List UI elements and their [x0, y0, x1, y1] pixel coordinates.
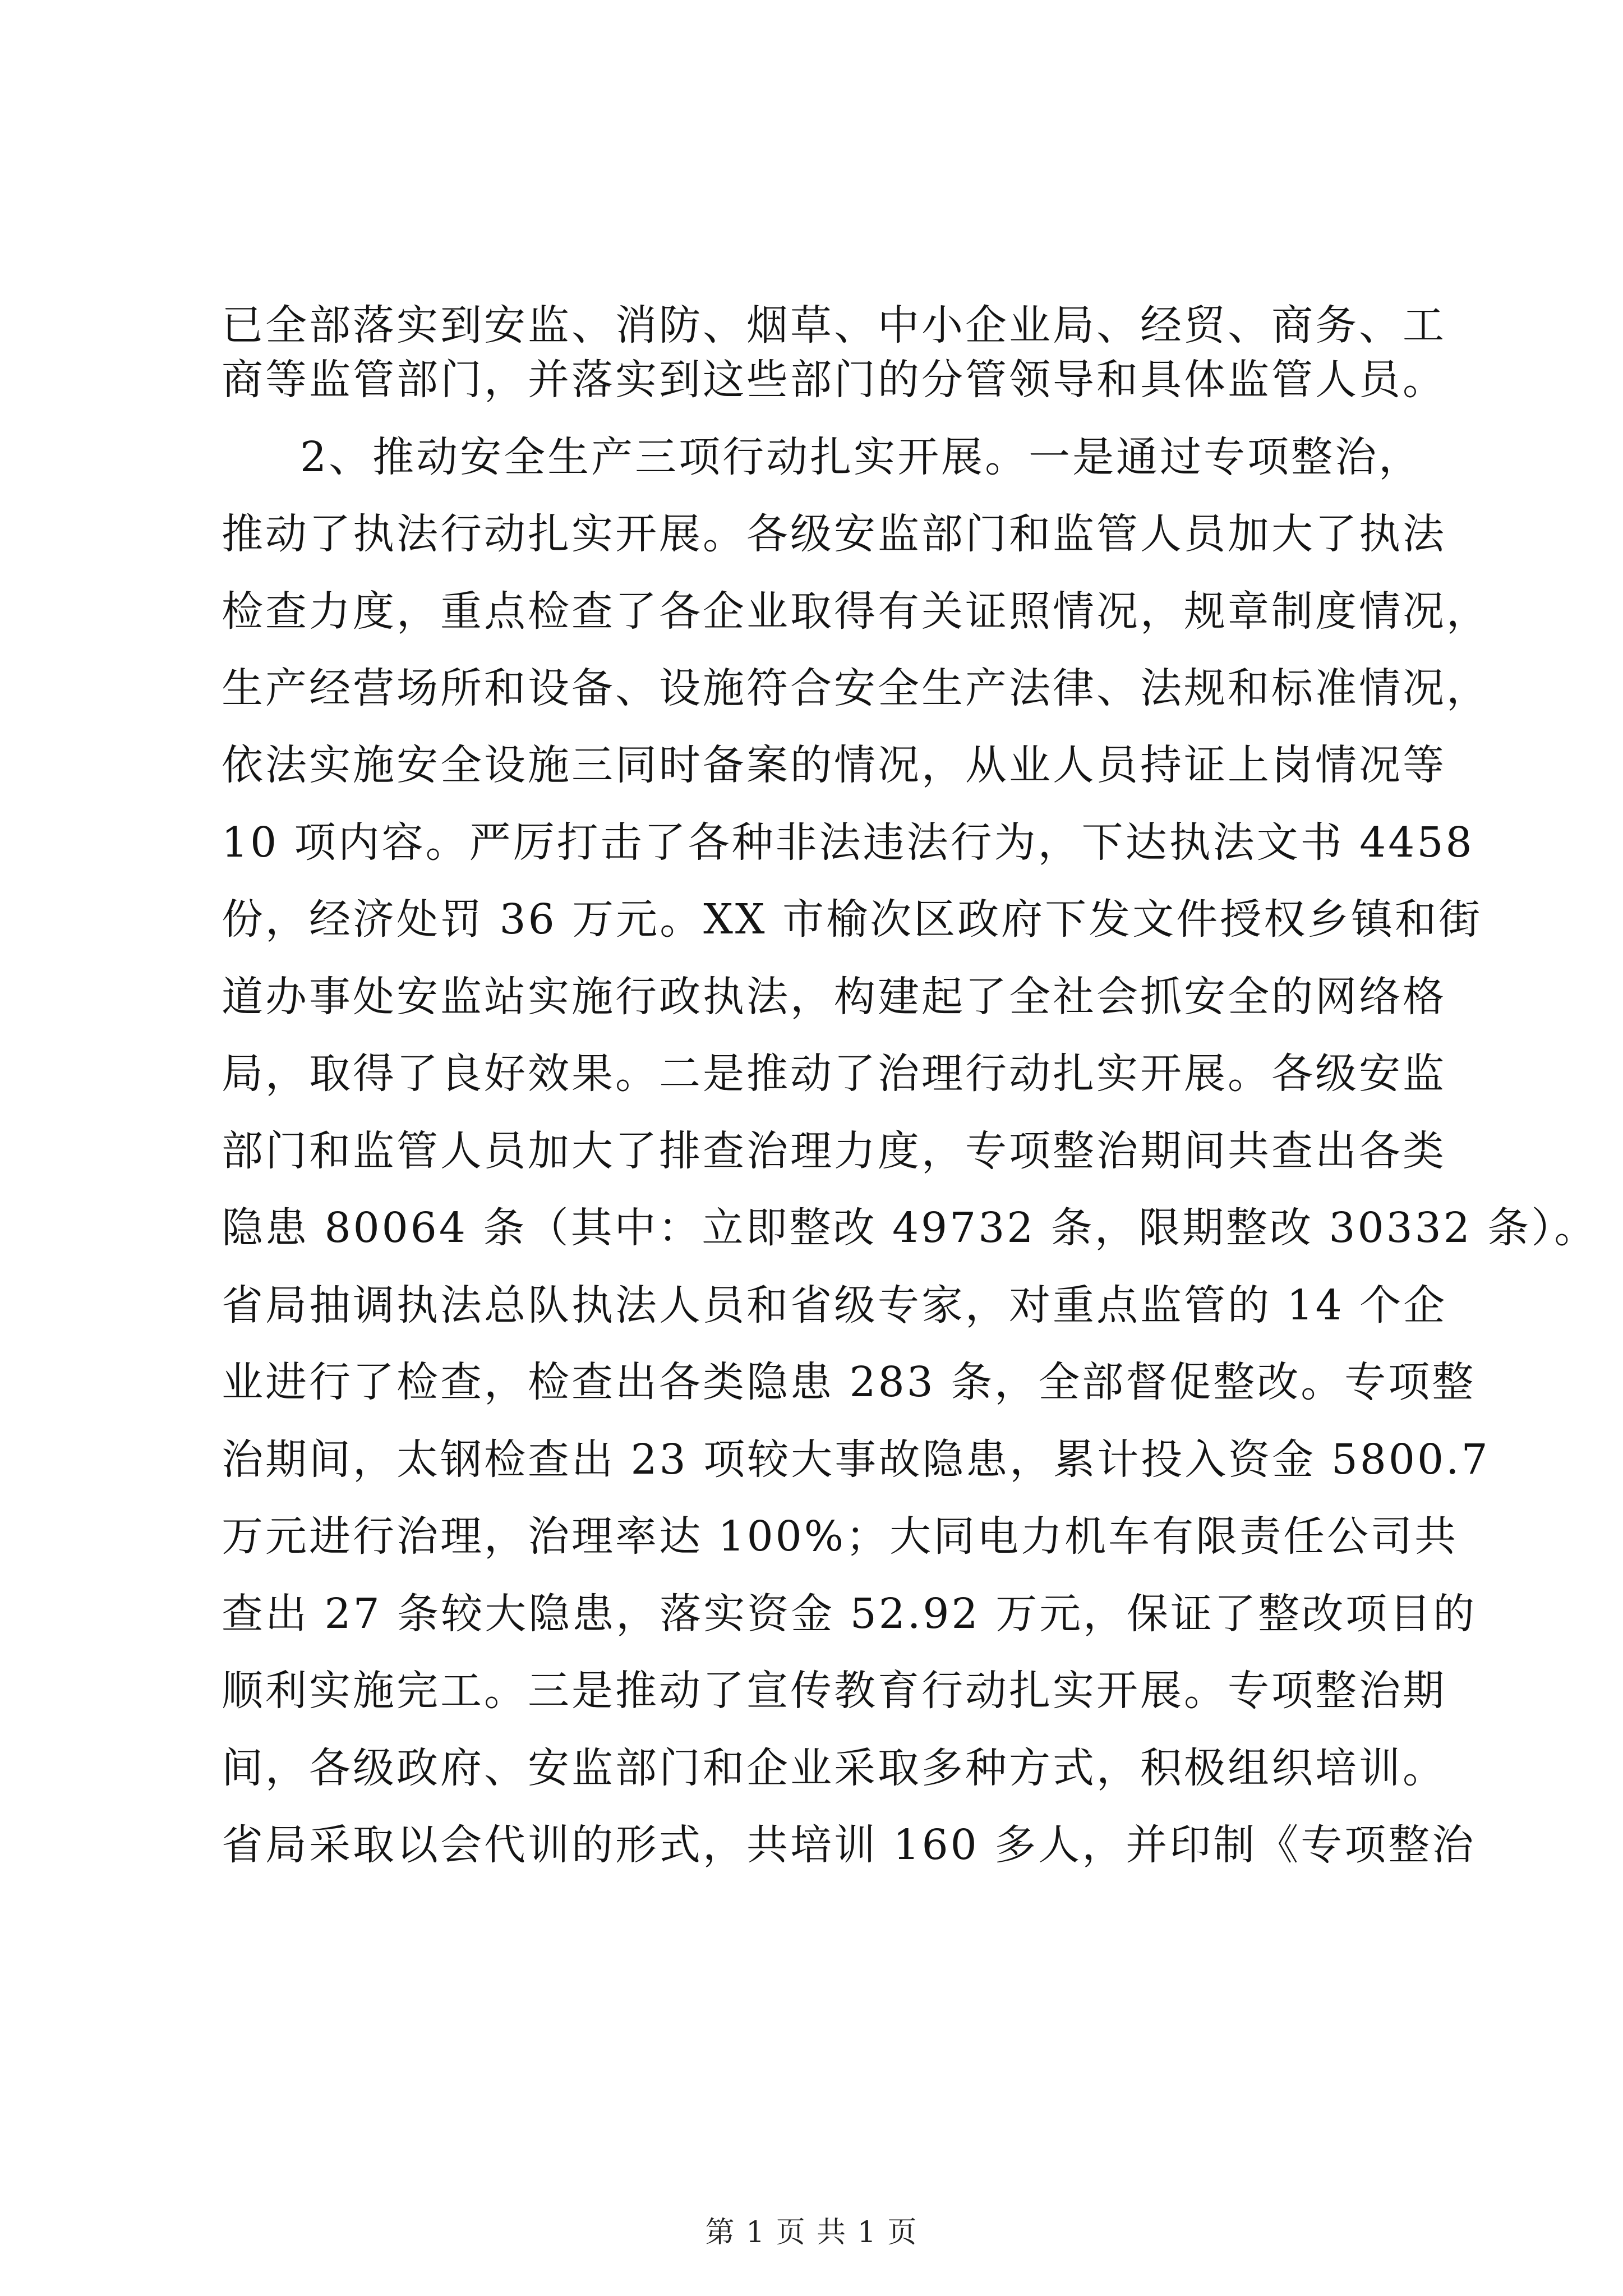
body-text-line: 10 项内容。严厉打击了各种非法违法行为，下达执法文书 4458 [222, 818, 1474, 867]
body-text-line: 部门和监管人员加大了排查治理力度，专项整治期间共查出各类 [222, 1127, 1446, 1175]
body-text-line: 依法实施安全设施三同时备案的情况，从业人员持证上岗情况等 [222, 741, 1446, 789]
body-text-line: 局，取得了良好效果。二是推动了治理行动扎实开展。各级安监 [222, 1050, 1446, 1098]
body-text-line: 已全部落实到安监、消防、烟草、中小企业局、经贸、商务、工 [222, 301, 1446, 349]
body-text-line: 份，经济处罚 36 万元。XX 市榆次区政府下发文件授权乡镇和街 [222, 895, 1483, 944]
body-text-line: 万元进行治理，治理率达 100%；大同电力机车有限责任公司共 [222, 1512, 1459, 1561]
body-text-line: 间，各级政府、安监部门和企业采取多种方式，积极组织培训。 [222, 1744, 1446, 1792]
body-text-line: 省局抽调执法总队执法人员和省级专家，对重点监管的 14 个企 [222, 1281, 1447, 1329]
body-text-line: 隐患 80064 条（其中：立即整改 49732 条，限期整改 30332 条）。 [222, 1204, 1598, 1252]
body-text-line: 省局采取以会代训的形式，共培训 160 多人，并印制《专项整治 [222, 1821, 1476, 1869]
body-text-line: 治期间，太钢检查出 23 项较大事故隐患，累计投入资金 5800.7 [222, 1435, 1490, 1484]
body-text-line: 生产经营场所和设备、设施符合安全生产法律、法规和标准情况， [222, 664, 1490, 712]
body-text-line: 顺利实施完工。三是推动了宣传教育行动扎实开展。专项整治期 [222, 1667, 1446, 1715]
body-text-line: 业进行了检查，检查出各类隐患 283 条，全部督促整改。专项整 [222, 1358, 1476, 1406]
body-text-line: 检查力度，重点检查了各企业取得有关证照情况，规章制度情况， [222, 587, 1490, 636]
body-text-line: 推动了执法行动扎实开展。各级安监部门和监管人员加大了执法 [222, 510, 1446, 558]
body-text-line: 商等监管部门，并落实到这些部门的分管领导和具体监管人员。 [222, 356, 1446, 404]
body-text-line: 道办事处安监站实施行政执法，构建起了全社会抓安全的网络格 [222, 973, 1446, 1021]
paragraph-start-line: 2、推动安全生产三项行动扎实开展。一是通过专项整治， [300, 433, 1423, 481]
body-text-line: 查出 27 条较大隐患，落实资金 52.92 万元，保证了整改项目的 [222, 1590, 1477, 1638]
page-number-footer: 第 1 页 共 1 页 [705, 2216, 918, 2249]
